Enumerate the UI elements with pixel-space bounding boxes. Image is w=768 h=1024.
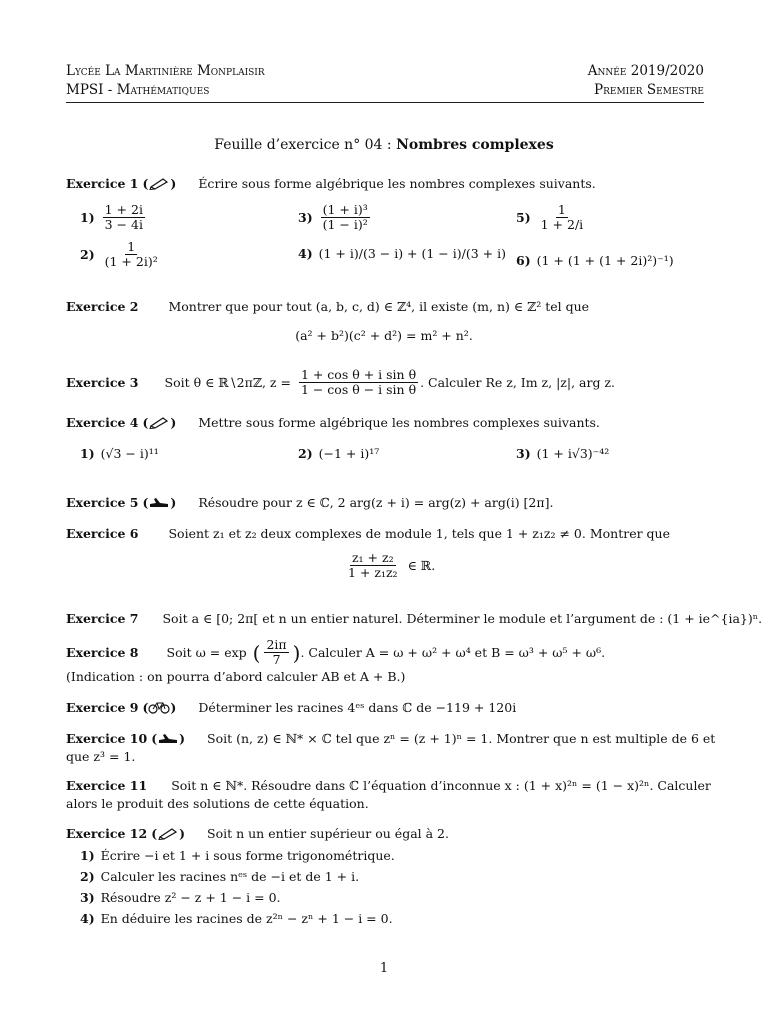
semester: Premier Semestre (594, 82, 704, 98)
page-header (66, 62, 704, 100)
exercise-4-header: Exercice 4 ( ) Mettre sous forme algébrique les nombres complexes suivants. (66, 415, 600, 430)
exercise-10: Exercice 10 ( ) Soit (n, z) ∈ ℕ* × ℂ tel que zⁿ = (z + 1)ⁿ = 1. Montrer que n est multiple de 6 et que z³ = 1. (66, 731, 716, 764)
pencil-icon (148, 415, 170, 429)
list-item: 3) Résoudre z² − z + 1 − i = 0. (80, 890, 281, 905)
list-item: 1) Écrire −i et 1 + i sous forme trigonométrique. (80, 848, 395, 863)
pencil-icon (148, 176, 170, 190)
ex4-item-3: 3) (1 + i√3)⁻⁴² (516, 446, 610, 461)
ex2-formula: (a² + b²)(c² + d²) = m² + n². (295, 328, 473, 343)
exercise-7: Exercice 7 Soit a ∈ [0; 2π[ et n un entier naturel. Déterminer le module et l’argument de : (1 + ie^{ia})ⁿ. (66, 611, 763, 626)
exercise-2: Exercice 2 Montrer que pour tout (a, b, c, d) ∈ ℤ⁴, il existe (m, n) ∈ ℤ² tel que (66, 299, 590, 314)
ex1-item-6: 6) (1 + (1 + (1 + 2i)²)⁻¹) (516, 253, 674, 268)
ex12-list (80, 847, 395, 928)
school-year: Année 2019/2020 (587, 63, 704, 79)
title-topic: Nombres complexes (396, 137, 554, 153)
page-number: 1 (379, 961, 389, 976)
ex1-item-2: 2) $\frac{1}{\text{(1 + 2i)²}}$ (80, 239, 158, 269)
exercise-3: Exercice 3 Soit θ ∈ ℝ∖2πℤ, z = $\frac{\text{1 + cos θ + i sin θ}}{\text{1 − cos θ − i sin θ}}$ . Calculer Re z, Im z, |z|, arg z. (66, 367, 615, 397)
ex1-item-4: 4) (1 + i)/(3 − i) + (1 − i)/(3 + i) (298, 246, 506, 261)
ex4-item-2: 2) (−1 + i)¹⁷ (298, 446, 380, 461)
school-name: Lycée La Martinière Monplaisir (66, 63, 265, 79)
class-name: MPSI - Mathématiques (66, 82, 210, 98)
page-title: Feuille d’exercice n° 04 : Nombres complexes (214, 137, 554, 153)
hand-icon (157, 731, 179, 745)
ex6-formula: $\frac{\text{z₁ + z₂}}{\text{1 + z₁z₂}}$ ∈ ℝ. (348, 550, 436, 580)
exercise-12-header: Exercice 12 ( ) Soit n un entier supérieur ou égal à 2. (66, 826, 449, 841)
list-item: 2) Calculer les racines nᵉˢ de −i et de 1 + i. (80, 869, 360, 884)
exercise-6: Exercice 6 Soient z₁ et z₂ deux complexes de module 1, tels que 1 + z₁z₂ ≠ 0. Montrer que (66, 526, 670, 541)
header-divider (66, 102, 704, 103)
ex1-item-5: 5) $\frac{1}{1 + 2/i}$ (516, 202, 584, 232)
exercise-8: Exercice 8 Soit ω = exp ( $\frac{2i\pi}{7}$ ) . Calculer A = ω + ω² + ω⁴ et B = ω³ + ω⁵ + ω⁶. (66, 637, 606, 667)
ex8-hint: (Indication : on pourra d’abord calculer AB et A + B.) (66, 669, 406, 684)
exercise-1-header: Exercice 1 ( ) Écrire sous forme algébrique les nombres complexes suivants. (66, 176, 596, 191)
bicycle-icon (148, 700, 170, 714)
ex1-item-1: 1) $\frac{1 + 2i}{3 - 4i}$ (80, 202, 143, 232)
ex4-item-1: 1) (√3 − i)¹¹ (80, 446, 159, 461)
exercise-9: Exercice 9 ( ) Déterminer les racines 4ᵉˢ dans ℂ de −119 + 120i (66, 700, 517, 715)
list-item: 4) En déduire les racines de z²ⁿ − zⁿ + 1 − i = 0. (80, 911, 393, 926)
exercise-5: Exercice 5 ( ) Résoudre pour z ∈ ℂ, 2 arg(z + i) = arg(z) + arg(i) [2π]. (66, 495, 554, 510)
pencil-icon (157, 826, 179, 840)
exercise-11: Exercice 11 Soit n ∈ ℕ*. Résoudre dans ℂ l’équation d’inconnue x : (1 + x)²ⁿ = (1 − x)²ⁿ. Calculer alors le produit des solutions de cette équation. (66, 778, 711, 811)
hand-icon (148, 495, 170, 509)
ex1-item-3: 3) $\frac{\text{(1 + i)³}}{\text{(1 − i)²}}$ (298, 202, 368, 232)
